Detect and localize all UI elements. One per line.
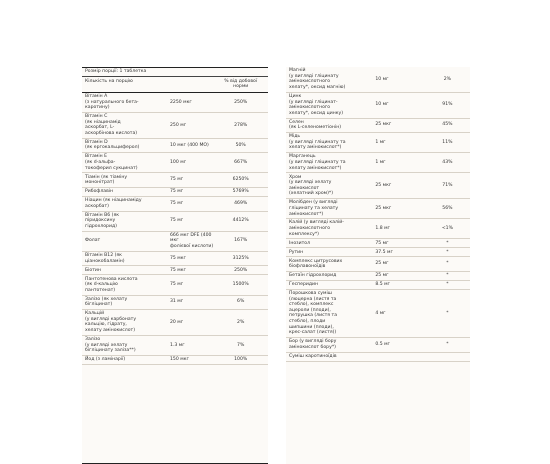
table-row <box>82 252 268 267</box>
table-row <box>286 272 470 281</box>
nutrient-daily-value: * <box>446 261 449 267</box>
nutrient-daily-value: <1% <box>441 226 453 232</box>
table-row <box>82 93 268 113</box>
nutrient-daily-value: 3125% <box>232 255 249 261</box>
nutrient-daily-value: 6% <box>237 299 245 305</box>
table-row <box>82 266 268 275</box>
table-row <box>286 353 470 362</box>
nutrient-name: Бетаїн гідрохлорид <box>289 273 337 279</box>
table-row <box>286 67 470 93</box>
nutrient-daily-value: * <box>446 310 449 316</box>
nutrient-name: Комплекс цитрусових біофлавоноїдів <box>289 258 343 270</box>
nutrient-name: Калій (у вигляді калій- амінокислотного комплексу*) <box>289 220 344 237</box>
nutrient-amount: 75 мг <box>170 282 184 288</box>
column-amount-header: Кількість на порцію <box>85 78 133 84</box>
table-row <box>286 281 470 290</box>
nutrient-name: Вітамін A (з натурального бета- каротину) <box>85 93 139 111</box>
column-dv-header: % від добової норми <box>224 78 258 90</box>
nutrient-amount: 8.5 мг <box>375 282 390 288</box>
nutrient-name: Порошкова суміш (люцерна (листя та стебло), комплекс ацероли (плоди), петрушка (листя та стебло), плоди шипшини (плоди), крес-салат (листя)) <box>289 291 338 336</box>
nutrient-amount: 25 мкг <box>375 182 392 188</box>
nutrient-daily-value: 5769% <box>232 189 249 195</box>
nutrient-amount: 75 мкг <box>170 267 186 273</box>
nutrient-amount: 75 мкг <box>170 255 186 261</box>
nutrient-amount: 20 мг <box>170 319 184 325</box>
nutrient-amount: 2250 мкг <box>170 99 192 105</box>
table-row <box>82 153 268 173</box>
nutrient-daily-value: 2% <box>443 76 452 82</box>
nutrient-daily-value: 7% <box>237 342 245 348</box>
nutrient-daily-value: 167% <box>234 238 248 244</box>
table-row <box>286 93 470 119</box>
nutrient-amount: 1.8 мг <box>375 226 390 232</box>
nutrient-amount: 31 мг <box>170 299 184 305</box>
nutrient-amount: 1 мг <box>375 160 386 165</box>
table-row <box>82 113 268 139</box>
nutrient-name: Залізо (у вигляді хелату бігліцинату заліза**) <box>85 337 136 354</box>
nutrient-amount: 10 мг <box>375 102 389 108</box>
nutrient-amount: 25 мкг <box>375 122 392 128</box>
nutrient-daily-value: 11% <box>442 139 453 145</box>
nutrient-amount: 100 мг <box>170 160 187 166</box>
table-row <box>82 275 268 295</box>
right-rows <box>286 67 470 362</box>
nutrient-name: Фолат <box>85 238 101 244</box>
nutrient-name: Селен (як L-селенометіонін) <box>289 119 341 131</box>
nutrient-amount: 250 мг <box>170 122 187 128</box>
nutrient-daily-value: 56% <box>442 205 453 211</box>
nutrient-amount: 10 мг <box>375 76 389 82</box>
nutrient-name: Вітамін B6 (як піридоксину гідрохлорид) <box>85 212 119 229</box>
nutrient-amount: 150 мкг <box>170 357 189 363</box>
nutrient-amount: 10 мкг (400 МО) <box>170 142 209 148</box>
nutrient-amount: 1.3 мг <box>170 342 185 348</box>
nutrient-daily-value: 469% <box>234 200 248 206</box>
nutrient-name: Інозитол <box>289 240 311 246</box>
table-row <box>82 212 268 232</box>
table-row <box>286 199 470 219</box>
nutrient-amount: 37.5 мг <box>375 249 393 255</box>
nutrient-amount: 25 мг <box>375 273 389 279</box>
nutrient-daily-value: 50% <box>235 142 246 148</box>
nutrient-name: Хром (у вигляді хелату амінокислот (хелатний хром)*) <box>289 174 333 197</box>
supplement-facts-left-panel <box>82 67 268 464</box>
nutrient-daily-value: 2% <box>237 319 245 325</box>
nutrient-name: Вітамін C (як ніацинамід аскорбат, L- аскорбінова кислота) <box>85 114 138 136</box>
nutrient-amount: 1 мг <box>375 139 386 145</box>
nutrient-name: Гесперидин <box>289 282 319 288</box>
table-row <box>82 296 268 311</box>
table-row <box>82 356 268 365</box>
table-row <box>82 139 268 154</box>
nutrient-amount: 75 мг <box>170 177 184 183</box>
nutrient-daily-value: * <box>446 249 449 255</box>
table-row <box>286 119 470 134</box>
nutrient-daily-value: 71% <box>442 182 453 188</box>
nutrient-name: Цинк (у вигляді гліцинат- амінокислотного хелату*, оксид цинку) <box>289 93 344 116</box>
nutrient-amount: 25 мг <box>375 261 389 267</box>
nutrient-daily-value: 6250% <box>232 177 249 183</box>
nutrient-daily-value: * <box>446 240 449 246</box>
nutrient-amount: 25 мкг <box>375 205 392 211</box>
table-row <box>82 188 268 197</box>
nutrient-name: Тіамін (як тіаміну мононітрат) <box>85 174 128 186</box>
nutrient-name: Ніацин (як ніацинаміду аскорбат) <box>85 198 142 209</box>
nutrient-name: Вітамін B12 (як ціанокобаламін) <box>85 253 125 264</box>
nutrient-amount: 4 мг <box>375 310 386 316</box>
table-row <box>286 219 470 239</box>
table-row <box>286 257 470 272</box>
nutrient-name: Суміш каротиноїдів <box>289 353 337 359</box>
nutrient-name: Вітамін E (як d-альфа- токоферил сукцинат) <box>85 154 138 171</box>
table-row <box>82 197 268 212</box>
nutrient-name: Пантотенова кислота (як d-кальцію пантотенат) <box>85 276 138 293</box>
nutrient-name: Молібден (у вигляді гліцинату та хелату амінокислот*) <box>289 200 339 217</box>
nutrient-name: Вітамін D (як ергокальциферол) <box>85 139 140 151</box>
table-row <box>286 290 470 338</box>
nutrient-daily-value: 1500% <box>232 282 249 288</box>
nutrient-name: Кальцій (у вигляді карбонату кальцію, гідрату, хелату амінокислот) <box>85 311 137 334</box>
table-row <box>286 173 470 199</box>
nutrient-daily-value: 667% <box>234 160 248 166</box>
table-row <box>286 248 470 257</box>
nutrient-daily-value: 91% <box>442 102 453 108</box>
table-row <box>82 336 268 356</box>
supplement-facts-right-panel <box>286 67 470 464</box>
nutrient-daily-value: * <box>446 273 449 279</box>
nutrient-name: Магній (у вигляді гліцинату амінокислотного хелату*, оксид магнію) <box>289 68 346 90</box>
nutrient-name: Рибофлавін <box>85 189 114 195</box>
table-header <box>82 77 268 93</box>
nutrient-name: Бор (у вигляді бору амінокислот бору*) <box>289 339 337 350</box>
table-row <box>286 338 470 353</box>
nutrient-daily-value: 250% <box>234 267 248 273</box>
table-row <box>82 232 268 252</box>
nutrient-name: Йод (з ламінарії) <box>85 357 126 363</box>
nutrient-daily-value: * <box>446 341 449 347</box>
nutrient-name: Біотин <box>85 267 101 273</box>
nutrient-daily-value: 4412% <box>232 218 249 224</box>
nutrient-amount: 75 мг <box>170 218 184 224</box>
nutrient-daily-value: 100% <box>234 357 248 363</box>
table-row <box>82 173 268 188</box>
nutrient-amount: 75 мг <box>170 200 184 206</box>
nutrient-amount: 0.5 мг <box>375 341 390 347</box>
table-row <box>286 133 470 153</box>
nutrient-name: Рутин <box>289 249 304 255</box>
table-row <box>82 310 268 336</box>
nutrient-daily-value: 45% <box>442 122 453 128</box>
nutrient-daily-value: * <box>446 282 449 288</box>
nutrient-amount: 75 мг <box>170 189 184 195</box>
left-rows <box>82 93 268 365</box>
nutrient-name: Марганець (у вигляді гліцинату та хелату амінокислот*) <box>289 154 346 171</box>
nutrient-amount: 666 мкг DFE (400 мкг фолієвої кислоти) <box>170 232 214 250</box>
table-row <box>286 239 470 248</box>
nutrient-daily-value: 250% <box>234 99 248 105</box>
nutrient-amount: 75 мг <box>375 240 389 246</box>
nutrient-name: Залізо (як хелату бігліцинат) <box>85 296 128 308</box>
nutrient-daily-value: 278% <box>234 122 248 128</box>
table-row <box>286 153 470 173</box>
serving-size: Розмір порції: 1 таблетка <box>82 68 268 77</box>
nutrient-daily-value: 43% <box>442 160 453 165</box>
nutrient-name: Мідь (у вигляді гліцинату та хелату амінокислот*) <box>289 134 346 151</box>
